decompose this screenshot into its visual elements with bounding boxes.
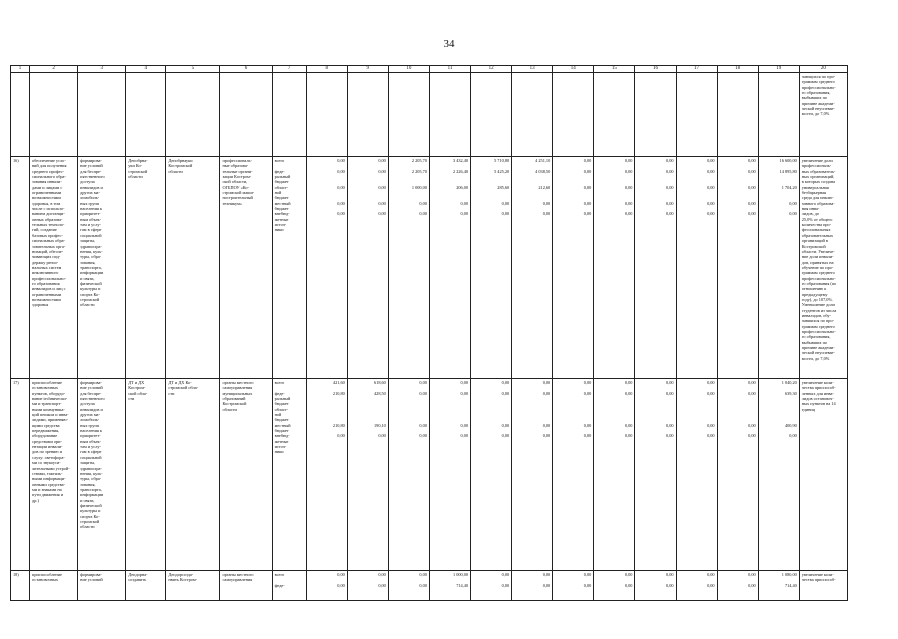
amount: 639,30 bbox=[784, 390, 797, 396]
amount: 3 432,40 bbox=[452, 158, 469, 163]
amount: 0,00 bbox=[583, 168, 592, 174]
amount: 0,00 bbox=[542, 422, 551, 428]
amount: 1 080,00 bbox=[781, 572, 797, 577]
amount: 0,00 bbox=[624, 390, 633, 396]
amount: 0,00 bbox=[337, 158, 345, 163]
header-cell: 8 bbox=[306, 66, 347, 73]
amount: 0,00 bbox=[748, 582, 756, 588]
header-cell: 14 bbox=[553, 66, 594, 73]
amount: 0,00 bbox=[789, 211, 797, 217]
amount: 0,00 bbox=[707, 380, 715, 385]
amount: 210,80 bbox=[332, 390, 345, 396]
funding-source: област- ной бюджет bbox=[274, 406, 289, 423]
amount: 0,00 bbox=[337, 582, 345, 588]
amount: 1 704,20 bbox=[781, 184, 797, 190]
amount: 0,00 bbox=[624, 200, 633, 206]
amount: 0,00 bbox=[378, 158, 386, 163]
amount bbox=[432, 407, 468, 423]
amount: 0,00 bbox=[583, 184, 592, 190]
value-cell bbox=[717, 571, 758, 601]
amount bbox=[679, 407, 715, 423]
value-cell bbox=[553, 157, 594, 379]
amount: 0,00 bbox=[707, 422, 715, 428]
amount: 0,00 bbox=[501, 380, 510, 385]
amount: 0,00 bbox=[542, 433, 551, 439]
amount: 0,00 bbox=[624, 184, 633, 190]
amount: 0,00 bbox=[624, 433, 633, 439]
value-cell bbox=[635, 571, 676, 601]
amount: 0,00 bbox=[583, 158, 592, 163]
value-cell bbox=[306, 571, 347, 601]
amount: 0,00 bbox=[707, 582, 715, 588]
measure-cell: формирова- ние условий bbox=[78, 571, 126, 601]
amount: 0,00 bbox=[707, 572, 715, 577]
amount: 0,00 bbox=[665, 158, 674, 163]
amount: 0,00 bbox=[748, 422, 756, 428]
amount: 0,00 bbox=[419, 200, 427, 206]
amount: 0,00 bbox=[748, 433, 756, 439]
carry-over-row bbox=[11, 73, 848, 157]
value-cell bbox=[471, 379, 512, 571]
amount bbox=[350, 407, 386, 423]
page-number: 34 bbox=[443, 38, 455, 50]
amount: 14 895,80 bbox=[779, 168, 797, 174]
value-cell bbox=[676, 379, 717, 571]
funding-source: всего bbox=[274, 158, 285, 163]
value-cell bbox=[429, 571, 470, 601]
amount: 0,00 bbox=[542, 200, 551, 206]
header-cell: 1 bbox=[11, 66, 30, 73]
amount: 0,00 bbox=[583, 582, 592, 588]
amount: 428,50 bbox=[374, 390, 386, 396]
amount: 0,00 bbox=[583, 390, 592, 396]
amount: 0,00 bbox=[419, 433, 427, 439]
amount: 0,00 bbox=[707, 433, 715, 439]
header-cell: 10 bbox=[388, 66, 429, 73]
value-cell bbox=[717, 157, 758, 379]
amount: 0,00 bbox=[501, 572, 510, 577]
amount: 0,00 bbox=[789, 200, 797, 206]
amount: 2 205,70 bbox=[411, 168, 427, 174]
amount: 0,00 bbox=[542, 211, 551, 217]
amount bbox=[761, 407, 797, 423]
amount: 0,00 bbox=[624, 158, 633, 163]
amount: 0,00 bbox=[542, 390, 551, 396]
value-cell bbox=[347, 379, 388, 571]
amount: 0,00 bbox=[665, 390, 674, 396]
amount: 0,00 bbox=[460, 390, 469, 396]
source-cell bbox=[272, 571, 306, 601]
amount bbox=[596, 407, 632, 423]
result-cell: увеличение доли профессиональ- ных образователь- ных организаций, в которых создана универсальная безбарьерная среда для инклю- зивного образова- ния инва- лидов, до 25,0% от общего количества про- фессиональных образовательных организаций в Костромской области. Увеличе- ние доли инвали- дов, принятых на обучение по про- граммам среднего профессионально- го образования (по отношению к предыдущему году), до 107,0%. Уменьшение доли студентов из числа инвалидов, обу- чавшихся по про- граммам среднего профессионально- го образования, выбывших по причине академи- ческой неуспевае- мости, до 7,0% bbox=[799, 157, 847, 379]
amount: 0,00 bbox=[419, 211, 427, 217]
funding-source: местный бюджет bbox=[274, 422, 291, 434]
amount: 0,00 bbox=[707, 184, 715, 190]
event-cell: обеспечение усло- вий для получения среднего профес- сионального обра- зования инвали- дами и лицами с ограниченными возможностями здоровья, в том числе с использо- ванием дистанци- онных образова- тельных техноло- гий, создание базовых профес- сиональных обра- зовательных орга- низаций, обеспе- чивающих под- держку регио- нальных систем инклюзивного профессионально- го образования инвалидов и лиц с ограниченными возможностями здоровья bbox=[30, 157, 78, 379]
amount: 1 000,00 bbox=[452, 572, 469, 577]
amount: 0,00 bbox=[542, 380, 551, 385]
amount: 0,00 bbox=[665, 380, 674, 385]
header-cell: 12 bbox=[471, 66, 512, 73]
row-number: 17) bbox=[11, 379, 30, 571]
amount bbox=[720, 407, 756, 423]
amount: 0,00 bbox=[707, 168, 715, 174]
funding-source: феде- bbox=[274, 582, 285, 588]
funding-source: всего bbox=[274, 572, 285, 577]
event-cell: приспособление остановочных bbox=[30, 571, 78, 601]
amount: 0,00 bbox=[707, 390, 715, 396]
amount: 0,00 bbox=[665, 422, 674, 428]
amount: 1 000,00 bbox=[411, 184, 427, 190]
value-cell bbox=[635, 379, 676, 571]
amount: 0,00 bbox=[460, 380, 469, 385]
value-cell bbox=[676, 571, 717, 601]
header-cell: 11 bbox=[429, 66, 470, 73]
header-row bbox=[11, 66, 848, 73]
amount: 0,00 bbox=[501, 582, 510, 588]
funding-source: внебюд- жетные источ- ники bbox=[274, 211, 290, 233]
executor-cell: Депдорсоздa- нвить Костром- bbox=[166, 571, 220, 601]
amount: 206,00 bbox=[456, 184, 469, 190]
value-cell bbox=[758, 157, 799, 379]
amount: 0,00 bbox=[748, 168, 756, 174]
amount: 0,00 bbox=[501, 422, 510, 428]
amount: 0,00 bbox=[419, 380, 427, 385]
value-cell bbox=[594, 571, 635, 601]
amount: 0,00 bbox=[748, 200, 756, 206]
amount: 0,00 bbox=[624, 582, 633, 588]
amount: 0,00 bbox=[707, 158, 715, 163]
value-cell bbox=[758, 379, 799, 571]
amount: 1 040,20 bbox=[781, 380, 797, 385]
program-row bbox=[11, 379, 848, 571]
amount: 0,00 bbox=[665, 433, 674, 439]
amount: 0,00 bbox=[337, 200, 345, 206]
amount: 0,00 bbox=[624, 572, 633, 577]
amount: 210,80 bbox=[332, 422, 345, 428]
amount: 0,00 bbox=[337, 211, 345, 217]
value-cell bbox=[676, 157, 717, 379]
value-cell bbox=[635, 157, 676, 379]
program-table bbox=[10, 65, 848, 601]
amount: 714,40 bbox=[456, 582, 469, 588]
amount: 0,00 bbox=[501, 200, 510, 206]
amount: 0,00 bbox=[501, 211, 510, 217]
amount: 0,00 bbox=[501, 433, 510, 439]
amount: 0,00 bbox=[707, 211, 715, 217]
result-cell: увеличение коли- чества приспособ- bbox=[799, 571, 847, 601]
value-cell bbox=[388, 157, 429, 379]
amount: 0,00 bbox=[583, 211, 592, 217]
carry-over-result: чающихся по про- граммам среднего профессионально- го образования, выбывших по причине академи- ческой неуспевае- мости, до 7,0% bbox=[799, 73, 847, 157]
header-cell: 6 bbox=[220, 66, 272, 73]
amount: 0,00 bbox=[583, 380, 592, 385]
funding-source: феде- ральный бюджет bbox=[274, 390, 291, 407]
amount: 0,00 bbox=[501, 390, 510, 396]
measure-cell: формирова- ние условий для беспре- пятственного доступа инвалидов и других ма- ломобиль- ных групп населения к приоритет- ным объек- там и услу- гам в сфере социальной защиты, здравоохра- нения, куль- туры, обра- зования, транспорта, информации и связи, физической культуры и спорта Ко- стромской области bbox=[78, 379, 126, 571]
amount: 0,00 bbox=[542, 572, 551, 577]
amount: 0,00 bbox=[378, 184, 386, 190]
amount: 0,00 bbox=[748, 184, 756, 190]
amount: 212,60 bbox=[538, 184, 551, 190]
amount: 190,10 bbox=[374, 422, 386, 428]
amount: 0,00 bbox=[665, 582, 674, 588]
value-cell bbox=[388, 379, 429, 571]
event-cell: приспособление остановочных пунктов, оборудо- вание techнически- ми и транспорт- ными коммуника- ций пешком и инва- лидами, применяю- щими средства передвижения, оборудование средствами ори- ентации инвали- дов по зрению и слуху: светофора- ми со звукоуси- лительными устрой- ствами, тактиль- ными информаци- онными средства- ми и знаками на пути движения и др.) bbox=[30, 379, 78, 571]
amount: 5 425,20 bbox=[494, 168, 510, 174]
funding-source: местный бюджет bbox=[274, 200, 291, 212]
amount: 0,00 bbox=[419, 572, 427, 577]
value-cell bbox=[717, 379, 758, 571]
value-cell bbox=[594, 157, 635, 379]
value-cell bbox=[553, 379, 594, 571]
executor-cell: ДТ и ДХ Ко- стромской обла- сти bbox=[166, 379, 220, 571]
header-cell: 7 bbox=[272, 66, 306, 73]
value-cell bbox=[429, 157, 470, 379]
amount bbox=[391, 407, 427, 423]
amount: 0,00 bbox=[707, 200, 715, 206]
amount bbox=[637, 407, 673, 423]
funding-source: феде- ральный бюджет bbox=[274, 168, 291, 185]
header-cell: 2 bbox=[30, 66, 78, 73]
value-cell bbox=[306, 379, 347, 571]
amount: 0,00 bbox=[419, 582, 427, 588]
funding-source: област- ной бюджет bbox=[274, 184, 289, 201]
amount: 0,00 bbox=[748, 572, 756, 577]
customer-cell: ДТ и ДХ Костром- ской обла- сти bbox=[126, 379, 166, 571]
amount: 0,00 bbox=[378, 200, 386, 206]
header-cell: 3 bbox=[78, 66, 126, 73]
amount: 0,00 bbox=[378, 572, 386, 577]
header-cell: 15 bbox=[594, 66, 635, 73]
amount: 0,00 bbox=[583, 572, 592, 577]
amount: 0,00 bbox=[460, 211, 469, 217]
header-cell: 5 bbox=[166, 66, 220, 73]
value-cell bbox=[347, 571, 388, 601]
value-cell bbox=[553, 571, 594, 601]
participant-cell: органы местного самоуправления муниципальных образований Костромской области bbox=[220, 379, 272, 571]
amount: 421,60 bbox=[332, 380, 345, 385]
funding-source: внебюд- жетные источ- ники bbox=[274, 433, 290, 455]
amount: 0,00 bbox=[789, 433, 797, 439]
header-cell: 9 bbox=[347, 66, 388, 73]
amount: 0,00 bbox=[583, 433, 592, 439]
value-cell bbox=[388, 571, 429, 601]
amount: 0,00 bbox=[378, 433, 386, 439]
value-cell bbox=[429, 379, 470, 571]
funding-source: всего bbox=[274, 380, 285, 385]
amount: 0,00 bbox=[748, 211, 756, 217]
amount: 0,00 bbox=[583, 422, 592, 428]
header-cell: 4 bbox=[126, 66, 166, 73]
amount: 0,00 bbox=[624, 168, 633, 174]
value-cell bbox=[347, 157, 388, 379]
amount: 0,00 bbox=[460, 422, 469, 428]
amount: 0,00 bbox=[665, 168, 674, 174]
amount: 0,00 bbox=[378, 168, 386, 174]
source-cell bbox=[272, 379, 306, 571]
amount: 0,00 bbox=[337, 572, 345, 577]
participant-cell: органы местного самоуправления bbox=[220, 571, 272, 601]
row-number: 18) bbox=[11, 571, 30, 601]
amount: 618,60 bbox=[374, 380, 386, 385]
amount: 714,40 bbox=[784, 582, 797, 588]
amount: 0,00 bbox=[748, 380, 756, 385]
amount: 0,00 bbox=[460, 200, 469, 206]
amount: 0,00 bbox=[583, 200, 592, 206]
amount: 16 600,00 bbox=[779, 158, 797, 163]
amount bbox=[309, 407, 345, 423]
program-row bbox=[11, 157, 848, 379]
amount: 5 710,80 bbox=[494, 158, 510, 163]
amount: 0,00 bbox=[460, 433, 469, 439]
value-cell bbox=[758, 571, 799, 601]
header-cell: 17 bbox=[676, 66, 717, 73]
amount: 0,00 bbox=[748, 390, 756, 396]
amount: 0,00 bbox=[665, 572, 674, 577]
amount bbox=[514, 407, 550, 423]
participant-cell: профессиональ- ные образова- тельные органи- зации Костром- ской области, ОГБПОУ «Ко- стромской маши- ностроительный техникум» bbox=[220, 157, 272, 379]
customer-cell: Депдорна- создавить bbox=[126, 571, 166, 601]
program-row bbox=[11, 571, 848, 601]
result-cell: увеличение коли- чества приспособ- ленных для инва- лидов остановоч- ных пунктов на 14 единиц bbox=[799, 379, 847, 571]
measure-cell: формирова- ние условий для беспре- пятственного доступа инвалидов и других ма- ломобиль- ных групп населения к приоритет- ным объек- там и услу- гам в сфере социальной защиты, здравоохра- нения, куль- туры, обра- зования, транспорта, информации и связи, физической культуры и спорта Ко- стромской области bbox=[78, 157, 126, 379]
executor-cell: Депобрнауки Костромской области bbox=[166, 157, 220, 379]
amount: 400,90 bbox=[784, 422, 797, 428]
amount: 0,00 bbox=[337, 168, 345, 174]
source-cell bbox=[272, 157, 306, 379]
amount: 0,00 bbox=[542, 582, 551, 588]
value-cell bbox=[512, 157, 553, 379]
value-cell bbox=[512, 379, 553, 571]
amount: 0,00 bbox=[624, 211, 633, 217]
amount: 0,00 bbox=[337, 184, 345, 190]
header-cell: 13 bbox=[512, 66, 553, 73]
amount: 0,00 bbox=[665, 211, 674, 217]
customer-cell: Депобрна- уки Ко- стромской области bbox=[126, 157, 166, 379]
header-cell: 20 bbox=[799, 66, 847, 73]
value-cell bbox=[306, 157, 347, 379]
amount: 0,00 bbox=[419, 422, 427, 428]
header-cell: 19 bbox=[758, 66, 799, 73]
header-cell: 16 bbox=[635, 66, 676, 73]
amount: 2 226,40 bbox=[452, 168, 469, 174]
value-cell bbox=[512, 571, 553, 601]
value-cell bbox=[471, 571, 512, 601]
amount: 0,00 bbox=[624, 380, 633, 385]
amount: 4 251,10 bbox=[535, 158, 551, 163]
amount bbox=[473, 407, 509, 423]
amount: 285,60 bbox=[497, 184, 510, 190]
value-cell bbox=[594, 379, 635, 571]
amount: 0,00 bbox=[378, 582, 386, 588]
amount: 0,00 bbox=[378, 211, 386, 217]
amount: 0,00 bbox=[624, 422, 633, 428]
row-number: 16) bbox=[11, 157, 30, 379]
amount: 4 038,50 bbox=[535, 168, 551, 174]
amount: 0,00 bbox=[419, 390, 427, 396]
value-cell bbox=[471, 157, 512, 379]
header-cell: 18 bbox=[717, 66, 758, 73]
amount: 0,00 bbox=[665, 184, 674, 190]
amount: 0,00 bbox=[665, 200, 674, 206]
amount bbox=[555, 407, 591, 423]
amount: 0,00 bbox=[748, 158, 756, 163]
amount: 0,00 bbox=[337, 433, 345, 439]
amount: 2 205,70 bbox=[411, 158, 427, 163]
